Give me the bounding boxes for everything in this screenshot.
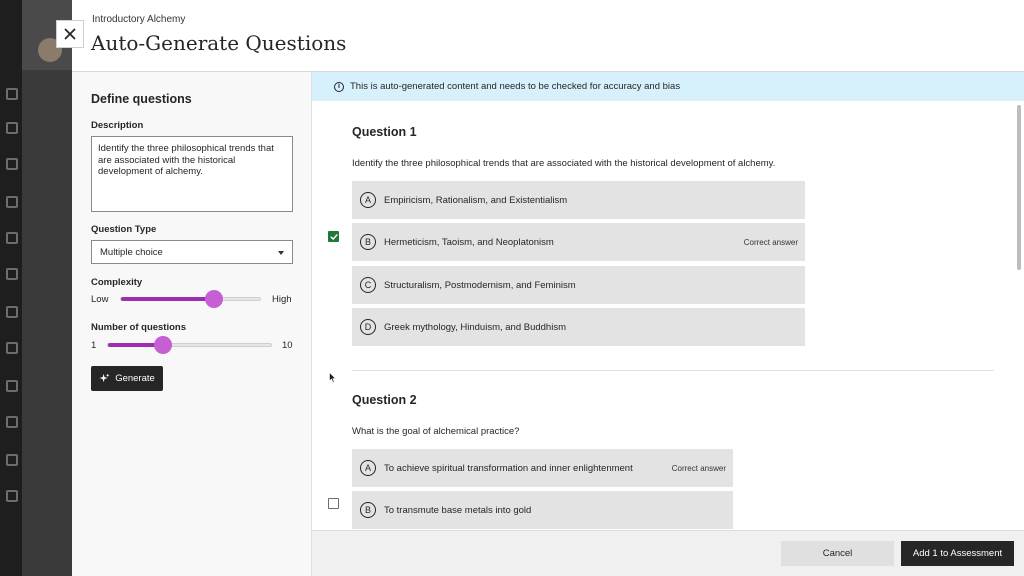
option-text: To transmute base metals into gold (384, 504, 532, 516)
question-divider (352, 370, 994, 371)
number-of-questions-slider-track[interactable] (107, 343, 272, 347)
option-letter: A (360, 192, 376, 208)
scrollbar[interactable] (1017, 105, 1021, 270)
correct-answer-tag: Correct answer (743, 237, 798, 247)
question-text: What is the goal of alchemical practice? (352, 426, 520, 437)
close-button[interactable] (56, 20, 84, 48)
option-text: Structuralism, Postmodernism, and Feminism (384, 279, 576, 291)
background-nav-icon (6, 268, 18, 280)
add-to-assessment-button[interactable]: Add 1 to Assessment (901, 541, 1014, 566)
complexity-label: Complexity (91, 277, 143, 288)
cancel-button[interactable]: Cancel (781, 541, 894, 566)
background-nav-icon (6, 454, 18, 466)
modal-header (72, 0, 1024, 72)
option-letter: C (360, 277, 376, 293)
number-of-questions-slider-thumb[interactable] (154, 336, 172, 354)
background-nav-icon (6, 88, 18, 100)
info-banner-text: This is auto-generated content and needs to be checked for accuracy and bias (350, 81, 681, 92)
section-title: Define questions (91, 92, 192, 106)
answer-option[interactable] (352, 491, 733, 529)
background-nav-icon (6, 158, 18, 170)
page-title: Auto-Generate Questions (91, 31, 347, 55)
option-text: To achieve spiritual transformation and inner enlightenment (384, 462, 633, 474)
number-of-questions-label: Number of questions (91, 322, 187, 333)
question-select-checkbox[interactable] (328, 498, 339, 509)
answer-option[interactable] (352, 181, 805, 219)
define-questions-panel (72, 72, 312, 576)
close-icon (64, 28, 76, 40)
complexity-min-label: Low (91, 294, 109, 305)
auto-generate-modal (72, 0, 1024, 576)
background-nav-icon (6, 306, 18, 318)
info-banner (312, 72, 1024, 101)
answer-option[interactable] (352, 449, 733, 487)
info-icon: i (334, 82, 344, 92)
sparkle-icon (99, 373, 110, 384)
background-nav-icon (6, 342, 18, 354)
complexity-slider-fill (121, 297, 215, 301)
answer-option[interactable] (352, 223, 805, 261)
option-text: Empiricism, Rationalism, and Existentialism (384, 194, 568, 206)
background-nav-icon (6, 232, 18, 244)
number-of-questions-max-label: 10 (282, 340, 293, 351)
checkmark-icon (330, 233, 338, 241)
complexity-slider-thumb[interactable] (205, 290, 223, 308)
correct-answer-tag: Correct answer (671, 463, 726, 473)
option-letter: B (360, 502, 376, 518)
background-nav-icon (6, 122, 18, 134)
option-letter: A (360, 460, 376, 476)
mouse-pointer-icon (329, 372, 336, 383)
background-nav-icon (6, 380, 18, 392)
answer-option[interactable] (352, 308, 805, 346)
modal-footer (312, 530, 1024, 576)
generate-button-label: Generate (115, 373, 155, 384)
question-select-checkbox[interactable] (328, 231, 339, 242)
breadcrumb[interactable]: Introductory Alchemy (92, 14, 186, 25)
description-label: Description (91, 120, 144, 131)
background-nav-icon (6, 196, 18, 208)
complexity-max-label: High (272, 294, 292, 305)
question-title: Question 2 (352, 393, 417, 407)
complexity-slider-track[interactable] (120, 297, 261, 301)
question-type-value: Multiple choice (100, 247, 163, 258)
background-nav-icon (6, 416, 18, 428)
generate-button[interactable] (91, 366, 163, 391)
description-textarea[interactable]: Identify the three philosophical trends that are associated with the historical development of alchemy. (91, 136, 293, 212)
option-letter: B (360, 234, 376, 250)
number-of-questions-min-label: 1 (91, 340, 97, 351)
chevron-down-icon (278, 251, 284, 255)
option-text: Hermeticism, Taoism, and Neoplatonism (384, 236, 554, 248)
option-letter: D (360, 319, 376, 335)
questions-preview-panel (312, 72, 1024, 530)
option-text: Greek mythology, Hinduism, and Buddhism (384, 321, 566, 333)
question-title: Question 1 (352, 125, 417, 139)
question-type-label: Question Type (91, 224, 157, 235)
answer-option[interactable] (352, 266, 805, 304)
background-nav-rail (0, 0, 22, 576)
background-nav-icon (6, 490, 18, 502)
question-text: Identify the three philosophical trends that are associated with the historical development of alchemy. (352, 158, 776, 169)
question-type-select[interactable] (91, 240, 293, 264)
